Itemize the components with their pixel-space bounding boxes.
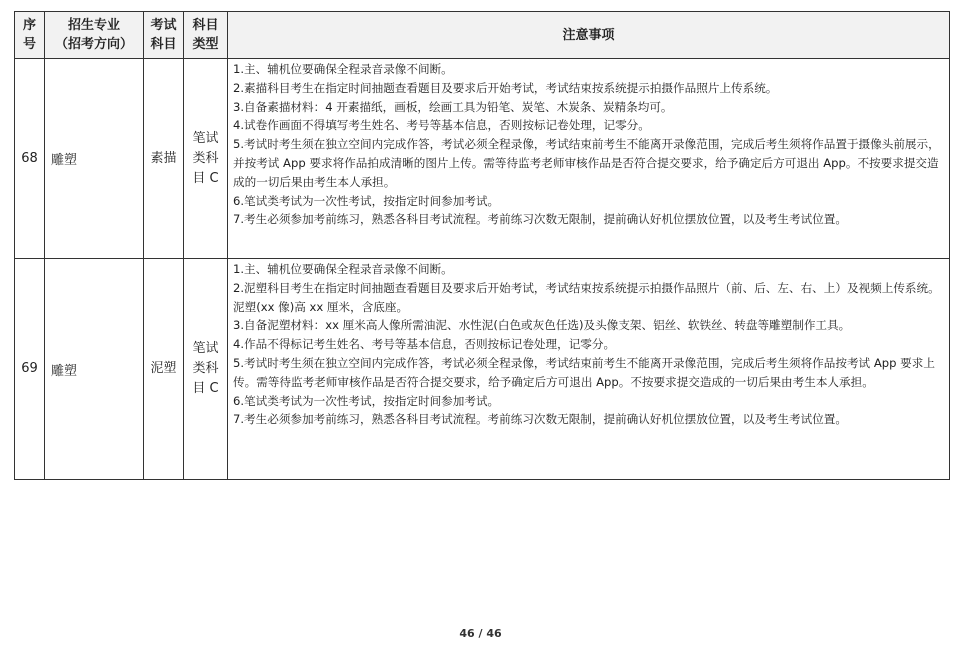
- exam-notes-table: [14, 11, 950, 480]
- header-seq-line: 号: [22, 37, 36, 52]
- note-item: 4.作品不得标记考生姓名、考号等基本信息，否则按标记卷处理，记零分。: [233, 337, 616, 352]
- header-major-line: （招考方向）: [54, 37, 133, 52]
- row-type-line: 笔试: [192, 130, 219, 146]
- note-item: 3.自备泥塑材料：xx 厘米高人像所需油泥、水性泥(白色或灰色任选)及头像支架、铝丝、软铁丝、转盘等雕塑制作工具。: [233, 318, 851, 333]
- note-item: 1.主、辅机位要确保全程录音录像不间断。: [233, 262, 453, 276]
- row-notes: [228, 59, 950, 259]
- header-subject-line: 考试: [150, 18, 177, 33]
- note-item: 6.笔试类考试为一次性考试，按指定时间参加考试。: [233, 193, 500, 208]
- note-item: 7.考生必须参加考前练习，熟悉各科目考试流程。考前练习次数无限制，提前确认好机位摆放位置，以及考生考试位置。: [233, 412, 847, 427]
- table-header-row: [15, 12, 950, 59]
- note-item: 6.笔试类考试为一次性考试，按指定时间参加考试。: [233, 393, 500, 408]
- row-type-line: 类科: [192, 150, 219, 166]
- row-major: 雕塑: [45, 259, 144, 480]
- row-subject: 素描: [144, 59, 184, 259]
- note-item: 2.素描科目考生在指定时间抽题查看题目及要求后开始考试，考试结束按系统提示拍摄作品照片上传系统。: [233, 80, 778, 95]
- header-major: [45, 12, 144, 59]
- row-subject: 泥塑: [144, 259, 184, 480]
- header-type-line: 类型: [192, 37, 219, 52]
- header-subject-line: 科目: [150, 37, 177, 52]
- exam-table-container: [14, 11, 949, 480]
- header-notes: 注意事项: [228, 12, 950, 59]
- row-seq: 69: [15, 259, 45, 480]
- header-seq-line: 序: [22, 18, 36, 33]
- note-item: 5.考试时考生须在独立空间内完成作答，考试必须全程录像，考试结束前考生不能离开录像范围，完成后考生须将作品置于摄像头前展示，并按考试 App 要求将作品拍成清晰的图片上传。需等待监考老师审核作品是否符合提交要求，给予确定后方可退出 App。不按要求提交造成的一切后果由考生本人承担。: [233, 137, 940, 189]
- note-item: 1.主、辅机位要确保全程录音录像不间断。: [233, 62, 453, 76]
- header-major-line: 招生专业: [67, 18, 120, 33]
- table-row: [15, 259, 950, 480]
- row-type-line: 目 C: [192, 170, 219, 186]
- row-seq: 68: [15, 59, 45, 259]
- table-row: [15, 59, 950, 259]
- note-item: 3.自备素描材料：4 开素描纸，画板，绘画工具为铅笔、炭笔、木炭条、炭精条均可。: [233, 99, 673, 114]
- row-major: 雕塑: [45, 59, 144, 259]
- header-seq: [15, 12, 45, 59]
- note-item: 7.考生必须参加考前练习，熟悉各科目考试流程。考前练习次数无限制，提前确认好机位摆放位置，以及考生考试位置。: [233, 212, 847, 227]
- row-type-line: 类科: [192, 361, 219, 376]
- header-type: [184, 12, 228, 59]
- header-type-line: 科目: [192, 18, 219, 33]
- note-item: 5.考试时考生须在独立空间内完成作答，考试必须全程录像，考试结束前考生不能离开录像范围，完成后考生须将作品按考试 App 要求上传。需等待监考老师审核作品是否符合提交要求，给予确定后方可退出 App。不按要求提交造成的一切后果由考生本人承担。: [233, 355, 935, 389]
- note-item: 4.试卷作画面不得填写考生姓名、考号等基本信息，否则按标记卷处理，记零分。: [233, 118, 650, 133]
- note-item: 2.泥塑科目考生在指定时间抽题查看题目及要求后开始考试，考试结束按系统提示拍摄作品照片（前、后、左、右、上）及视频上传系统。泥塑(xx 像)高 xx 厘米，含底座。: [233, 280, 940, 314]
- row-type-line: 笔试: [192, 341, 219, 356]
- page-number: 46 / 46: [459, 627, 502, 640]
- row-type: [184, 59, 228, 259]
- row-type: [184, 259, 228, 480]
- header-subject: [144, 12, 184, 59]
- row-type-line: 目 C: [192, 381, 219, 396]
- row-notes: [228, 259, 950, 480]
